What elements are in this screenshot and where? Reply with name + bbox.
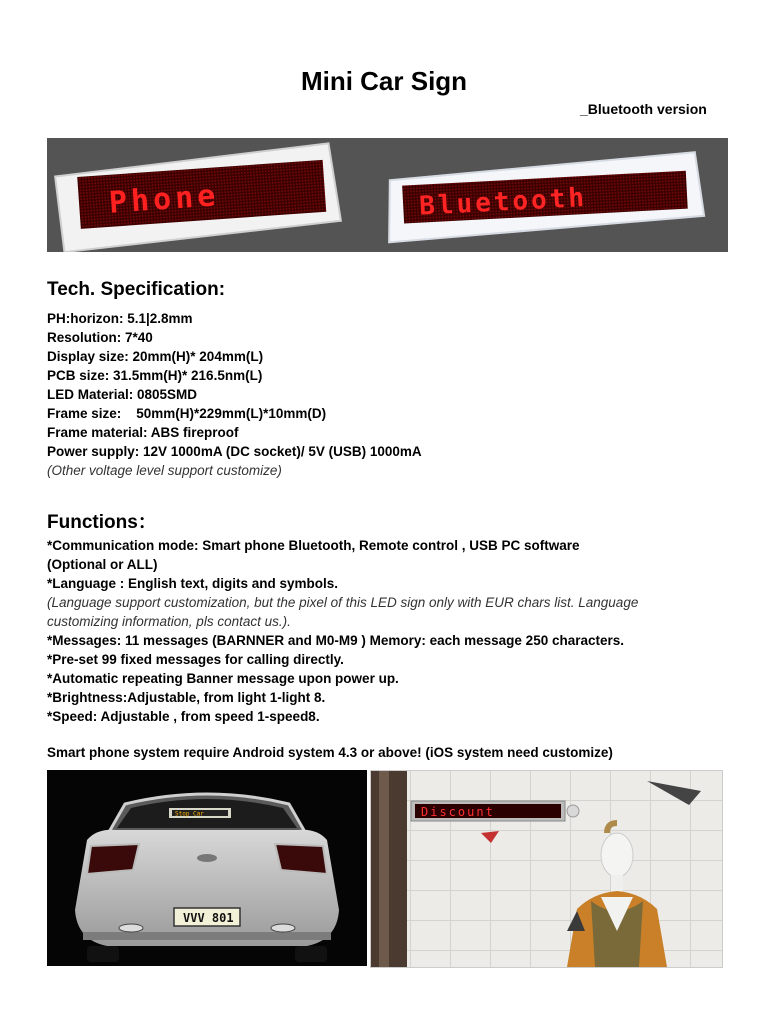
shop-window-photo [370,770,723,968]
spec-line: PCB size: 31.5mm(H)* 216.5nm(L) [47,368,263,383]
led-sign-right-text: Bluetooth [418,182,588,222]
function-note: customizing information, pls contact us.). [47,614,291,629]
spec-line: Frame size: 50mm(H)*229mm(L)*10mm(D) [47,406,327,421]
function-line: *Language : English text, digits and symbols. [47,576,339,591]
function-line: *Messages: 11 messages (BARNNER and M0-M9 ) Memory: each message 250 characters. [47,633,625,648]
tech-spec-heading: Tech. Specification: [47,279,226,300]
function-line: *Communication mode: Smart phone Bluetooth, Remote control , USB PC software [47,538,580,553]
spec-line: Resolution: 7*40 [47,330,153,345]
functions-list [47,536,737,726]
spec-line: Frame material: ABS fireproof [47,425,239,440]
spec-line: Display size: 20mm(H)* 204mm(L) [47,349,264,364]
function-line: *Speed: Adjustable , from speed 1-speed8. [47,709,320,724]
function-note: (Language support customization, but the pixel of this LED sign only with EUR chars list. Language [47,595,639,610]
product-banner-image [47,138,728,252]
spec-line: PH:horizon: 5.1|2.8mm [47,311,193,326]
spec-line: LED Material: 0805SMD [47,387,198,402]
led-sign-left-text: Phone [107,178,221,221]
shop-sign-text: Discount [421,805,495,819]
spec-line: Power supply: 12V 1000mA (DC socket)/ 5V (USB) 1000mA [47,444,422,459]
car-sign-text: Stop Car [175,810,204,818]
led-sign-right [385,152,704,242]
tech-spec-list [47,309,737,480]
system-requirement: Smart phone system require Android system 4.3 or above! (iOS system need customize) [47,745,613,760]
function-line: *Pre-set 99 fixed messages for calling directly. [47,652,344,667]
license-plate-text: VVV 801 [183,911,234,925]
functions-heading: Functions： [47,512,157,533]
function-line: (Optional or ALL) [47,557,158,572]
page-subtitle: _Bluetooth version [580,101,707,117]
car-rear-photo [47,770,367,966]
led-sign-left [54,143,342,252]
function-line: *Automatic repeating Banner message upon power up. [47,671,399,686]
page-title: Mini Car Sign [300,66,468,96]
spec-note: (Other voltage level support customize) [47,463,282,478]
function-line: *Brightness:Adjustable, from light 1-light 8. [47,690,326,705]
